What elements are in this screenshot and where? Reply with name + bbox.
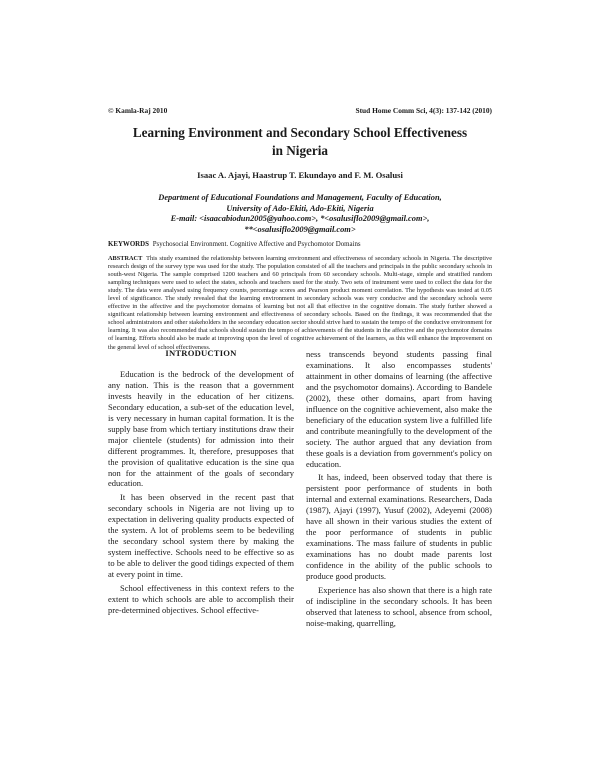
email-line-2: **<osalusiflo2009@gmail.com>: [244, 224, 356, 234]
intro-paragraph-3: School effectiveness in this context refers to the extent to which schools are able to accomplish their pre-determined objectives. School effective-: [108, 583, 294, 615]
author-list: Isaac A. Ajayi, Haastrup T. Ekundayo and F. M. Osalusi: [197, 170, 403, 180]
copyright-notice: © Kamla-Raj 2010: [108, 106, 168, 115]
keywords: [108, 240, 500, 249]
affiliation-block: [108, 193, 492, 235]
running-header: [108, 106, 492, 118]
abstract-text: This study examined the relationship between learning environment and effectiveness of secondary schools in Nigeria. The descriptive research design of the survey type was used for the study. The population consisted of all the teachers and principals in the public secondary schools in south-west Nigeria. The sample comprised 1200 teachers and 60 principals from 60 secondary schools. Multi-stage, simple and stratified random sampling techniques were used to select the states, schools and teachers used for the study. Two sets of instrument were used to collect the data for the study. The data were analysed using frequency counts, percentage scores and Pearson product moment correlation. The hypothesis was tested at 0.05 level of significance. The study revealed that the learning environment in secondary schools was very conducive and the secondary schools were effective in the affective and the psychomotor domains of learning but not all that effective in the cognitive domain. The study further showed a significant relationship between learning environment and effectiveness of secondary schools. Based on the findings, it was recommended that the school administrators and other stakeholders in the secondary education sector should strive hard to sustain the tempo of the conducive environment for learning. It was also recommended that schools should sustain the tempo of achievements of the students in the affective and the psychomotor domains of learning. Efforts should also be made at improving upon the level of cognitive achievement of the learners, as this will enhance the improvement on the general level of school effectiveness.: [108, 255, 492, 351]
email-line-1: E-mail: <isaacabiodun2005@yahoo.com>, *<osalusiflo2009@gmail.com>,: [170, 214, 430, 224]
keywords-text: Psychosocial Environment. Cognitive Affective and Psychomotor Domains: [152, 241, 361, 248]
intro-paragraph-2: It has been observed in the recent past that secondary schools in Nigeria are not living up to expectation in delivering quality products expected of the system. A lot of problems seem to be bedeviling the secondary school system there by making the system ineffective. Schools need to be effective so as to be able to deliver the good tidings expected of them at every point in time.: [108, 492, 294, 580]
section-heading-introduction: INTRODUCTION: [165, 348, 237, 358]
right-column: [306, 349, 492, 632]
journal-citation: Stud Home Comm Sci, 4(3): 137-142 (2010): [355, 106, 492, 115]
title-line-2: in Nigeria: [271, 143, 329, 158]
right-paragraph-3: Experience has also shown that there is a high rate of indiscipline in the secondary schools. It has been observed that lateness to school, absence from school, noise-making, quarrelling,: [306, 585, 492, 628]
keywords-label: KEYWORDS: [108, 241, 149, 248]
right-paragraph-2: It has, indeed, been observed today that there is persistent poor performance of students in both internal and external examinations. Researchers, Dada (1987), Ajayi (1997), Yusuf (2002), Adeyemi (2008) have all shown in their various studies the extent of the poor performance of students in public examinations. The mass failure of students in public examinations has no doubt made parents lost confidence in the ability of the public schools to produce good products.: [306, 472, 492, 582]
abstract: [108, 255, 492, 352]
intro-paragraph-1: Education is the bedrock of the development of any nation. This is the reason that a government invests heavily in the education of her citizens. Secondary education, a sub-set of the education level, is very necessary in human capital formation. It is the supply base from which tertiary institutions draw their major clientele (students) for admission into their different programmes. It, therefore, presupposes that the provision of qualitative education is the sine qua non for the attainment of the goals of secondary education.: [108, 368, 294, 489]
paper-title: [108, 124, 492, 160]
right-paragraph-1: ness transcends beyond students passing final examinations. It also encompasses students' attainment in other domains of learning (the affective and the psychomotor domains). According to Bandele (2002), these other domains, apart from having influence on the cognitive achievement, also make the beneficiary of the education system live a fulfilled life and contribute meaningfully to the development of the society. The author argued that any deviation from these goals is a deviation from government's policy on education.: [306, 349, 492, 469]
abstract-label: ABSTRACT: [108, 255, 143, 262]
title-line-1: Learning Environment and Secondary School Effectiveness: [132, 125, 468, 140]
left-column: [108, 348, 294, 619]
affiliation-line-1: Department of Educational Foundations and Management, Faculty of Education,: [158, 193, 442, 202]
affiliation-line-2: University of Ado-Ekiti, Ado-Ekiti, Nigeria: [226, 203, 374, 213]
